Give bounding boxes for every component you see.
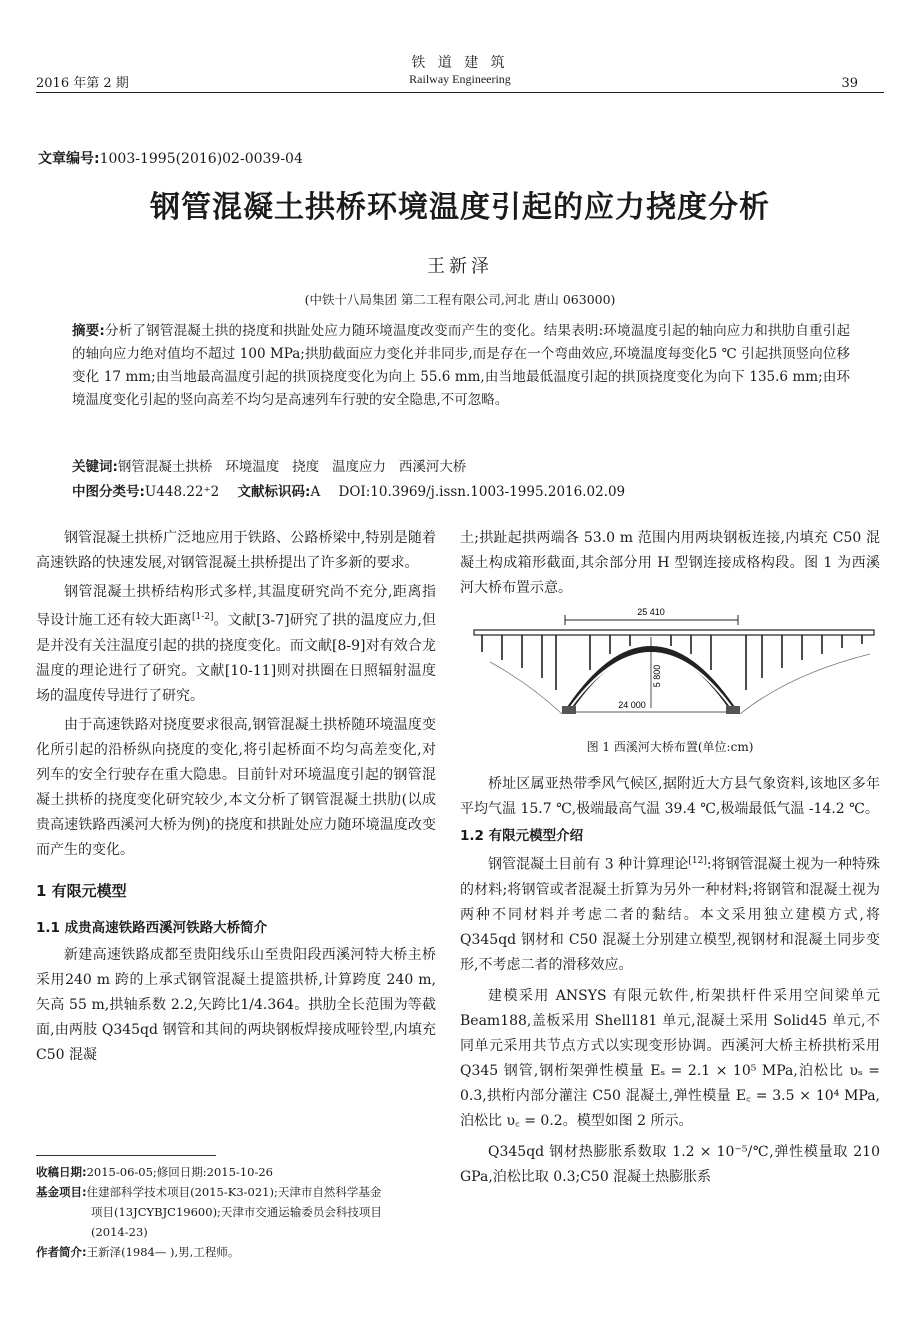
paragraph: 由于高速铁路对挠度要求很高,钢管混凝土拱桥随环境温度变化所引起的沿桥纵向挠度的变化,将引起桥面不均匀高差变化,对列车的安全行驶存在重大隐患。目前针对环境温度引起的钢管混凝土拱桥的挠度变化研究较少,本文分析了钢管混凝土拱肋(以成贵高速铁路西溪河大桥为例)的挠度和拱趾处应力随环境温度改变而产生的变化。 (36, 716, 436, 858)
paragraph: 桥址区属亚热带季风气候区,据附近大方县气象资料,该地区多年平均气温 15.7 ℃,极端最高气温 39.4 ℃,极端最低气温 -14.2 ℃。 (460, 776, 880, 817)
fund-value: 住建部科学技术项目(2015-K3-021);天津市自然科学基金 (86, 1185, 382, 1199)
abstract-label: 摘要: (72, 323, 105, 339)
doc-code-label: 文献标识码: (237, 484, 311, 500)
doc-code-value: A (310, 484, 321, 500)
footnotes (36, 1162, 446, 1262)
citation: [1-2] (191, 612, 214, 622)
dim-label-top: 25 410 (637, 607, 665, 617)
page-number: 39 (841, 76, 858, 91)
foundation-right (726, 706, 740, 714)
subsection-heading: 1.1 成贵高速铁路西溪河铁路大桥简介 (36, 919, 268, 936)
header-rule (36, 92, 884, 93)
subsection-heading: 1.2 有限元模型介绍 (460, 828, 584, 844)
issue-label: 2016 年第 2 期 (36, 76, 129, 91)
abstract-text: 分析了钢管混凝土拱的挠度和拱趾处应力随环境温度改变而产生的变化。结果表明:环境温度引起的轴向应力和拱肋自重引起的轴向应力绝对值均不超过 100 MPa;拱肋截面应力变化并非同步,而是存在一个弯曲效应,环境温度每变化5 ℃ 引起拱顶竖向位移变化 17 mm;由当地最高温度引起的拱顶挠度变化为向上 55.6 mm,由当地最低温度引起的拱顶挠度变化为向下 135.6 mm;由环境温度变化引起的竖向高差不均匀是高速列车行驶的安全隐患,不可忽略。 (72, 323, 850, 408)
foundation-left (562, 706, 576, 714)
journal-title-en: Railway Engineering (409, 72, 511, 86)
fund-line (36, 1182, 446, 1202)
keywords (72, 455, 850, 475)
left-column (36, 526, 436, 1068)
article-number-value: 1003-1995(2016)02-0039-04 (99, 151, 303, 167)
doi: DOI:10.3969/j.issn.1003-1995.2016.02.09 (338, 484, 626, 500)
author-info (36, 1242, 446, 1262)
citation: [12] (688, 856, 707, 866)
paragraph: 新建高速铁路成都至贵阳线乐山至贵阳段西溪河特大桥主桥采用240 m 跨的上承式钢管混凝土提篮拱桥,计算跨度 240 m,矢高 55 m,拱轴系数 2.2,矢跨比1/4.364。拱肋全长范围为等截面,由两肢 Q345qd 钢管和其间的两块钢板焊接成哑铃型,内填充 C50 混凝 (36, 946, 436, 1063)
right-column-lower (460, 772, 880, 1190)
received-date (36, 1162, 446, 1182)
paragraph-text: :将钢管混凝土视为一种特殊的材料;将钢管或者混凝土折算为另外一种材料;将钢管和混凝土视为两种不同材料并考虑二者的黏结。本文采用独立建模方式,将 Q345qd 钢材和 C50 混凝土分别建立模型,视钢材和混凝土同步变形,不考虑二者的滑移效应。 (460, 856, 880, 973)
paragraph: 建模采用 ANSYS 有限元软件,桁架拱杆件采用空间梁单元 Beam188,盖板采用 Shell181 单元,混凝土采用 Solid45 单元,不同单元采用共节点方式以实现变形协调。西溪河大桥主桥拱桁采用 Q345 钢管,钢桁架弹性模量 Eₛ = 2.1 × 10⁵ MPa,泊松比 υₛ = 0.3,拱桁内部分灌注 C50 混凝土,弹性模量 E꜀ = 3.5 × 10⁴ MPa,泊松比 υ꜀ = 0.2。模型如图 2 所示。 (460, 987, 880, 1129)
article-number-label: 文章编号: (38, 151, 100, 167)
classification-line (72, 480, 850, 500)
paper-title: 钢管混凝土拱桥环境温度引起的应力挠度分析 (150, 190, 770, 225)
dim-label-span: 24 000 (618, 700, 646, 710)
author-name: 王新泽 (427, 256, 493, 277)
author-info-label: 作者简介: (36, 1245, 87, 1259)
bridge-deck (474, 630, 874, 635)
paragraph-text: 钢管混凝土拱桥结构形式多样,其温度研究尚不充分,距离指导设计施工还有较大距离 (36, 584, 436, 629)
dim-label-height: 5 800 (652, 664, 662, 688)
author-info-value: 王新泽(1984— ),男,工程师。 (86, 1245, 240, 1259)
ground-line (490, 654, 870, 714)
received-value: 2015-06-05;修回日期:2015-10-26 (86, 1165, 273, 1179)
keywords-text: 钢管混凝土拱桥 环境温度 挠度 温度应力 西溪河大桥 (117, 459, 467, 475)
fund-label: 基金项目: (36, 1185, 87, 1199)
keywords-label: 关键词: (72, 459, 118, 475)
piers (482, 635, 862, 690)
received-label: 收稿日期: (36, 1165, 87, 1179)
abstract (72, 320, 850, 412)
footnote-rule (36, 1155, 216, 1156)
article-number (38, 148, 303, 168)
paragraph-text: 。文献[3-7]研究了拱的温度应力,但是并没有关注温度引起的拱的挠度变化。而文献[8-9]对有效合龙温度的理论进行了研究。文献[10-11]则对拱圈在日照辐射温度场的温度传导进行了研究。 (36, 612, 437, 704)
right-column (460, 526, 880, 601)
paragraph: 土;拱趾起拱两端各 53.0 m 范围内用两块钢板连接,内填充 C50 混凝土构成箱形截面,其余部分用 H 型钢连接成格构段。图 1 为西溪河大桥布置示意。 (460, 530, 880, 596)
figure-caption: 图 1 西溪河大桥布置(单位:cm) (586, 740, 754, 754)
section-heading: 1 有限元模型 (36, 881, 127, 900)
class-value: U448.22⁺2 (144, 484, 220, 500)
paragraph (460, 849, 880, 978)
paragraph (36, 580, 436, 709)
affiliation: (中铁十八局集团 第二工程有限公司,河北 唐山 063000) (304, 292, 616, 307)
paragraph-text: 钢管混凝土目前有 3 种计算理论 (488, 856, 689, 873)
journal-title-cn: 铁 道 建 筑 (411, 55, 509, 71)
class-label: 中图分类号: (72, 484, 145, 500)
bridge-layout-figure (470, 604, 880, 728)
fund-line: (2014-23) (91, 1225, 148, 1239)
paragraph: 钢管混凝土拱桥广泛地应用于铁路、公路桥梁中,特别是随着高速铁路的快速发展,对钢管混凝土拱桥提出了许多新的要求。 (36, 530, 436, 571)
paragraph: Q345qd 钢材热膨胀系数取 1.2 × 10⁻⁵/℃,弹性模量取 210 GPa,泊松比取 0.3;C50 混凝土热膨胀系 (460, 1143, 880, 1185)
fund-line: 项目(13JCYBJC19600);天津市交通运输委员会科技项目 (91, 1205, 382, 1219)
